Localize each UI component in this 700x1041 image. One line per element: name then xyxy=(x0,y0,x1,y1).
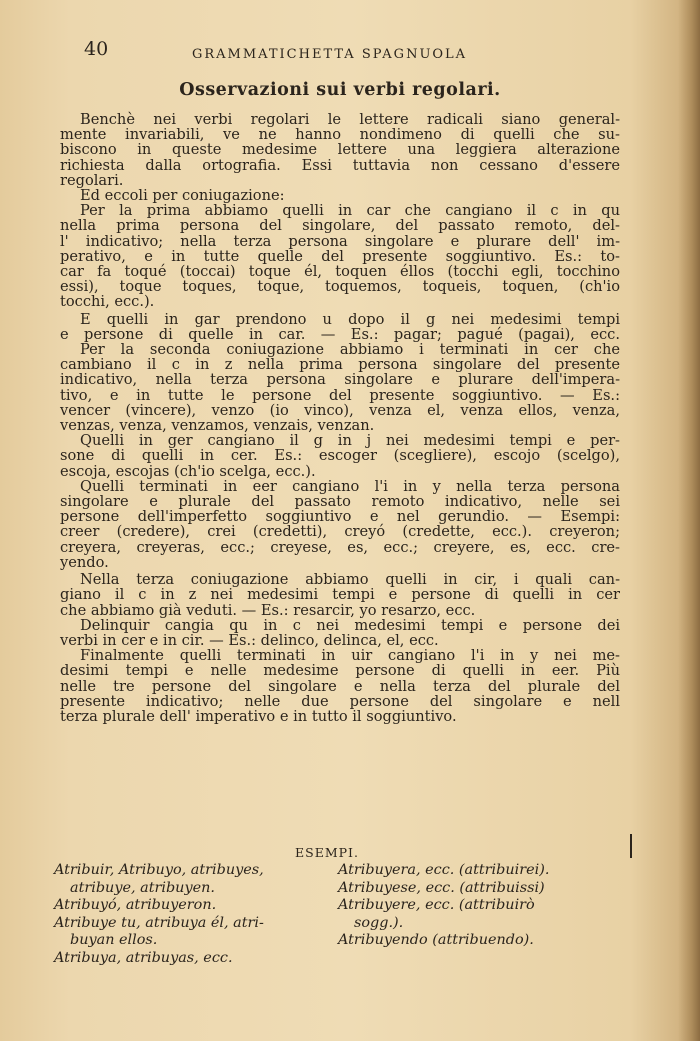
text-line: singolare e plurale del passato remoto indicativo, nelle sei xyxy=(60,493,620,511)
text-line: sone di quelli in cer. Es.: escoger (scegliere), escojo (scelgo), xyxy=(60,447,620,465)
text-line: Per la seconda coniugazione abbiamo i terminati in cer che xyxy=(80,341,620,359)
text-line: vencer (vincere), venzo (io vinco), venza el, venza ellos, venza, xyxy=(60,401,620,419)
examples-title: ESEMPI. xyxy=(295,845,359,860)
example-line: sogg.). xyxy=(354,914,404,931)
text-line: richiesta dalla ortografia. Essi tuttavia non cessano d'essere xyxy=(60,156,620,174)
text-line: giano il c in z nei medesimi tempi e persone di quelli in cer xyxy=(60,586,620,604)
text-line: desimi tempi e nelle medesime persone di quelli in eer. Più xyxy=(60,662,620,680)
example-line: Atribuyó, atribuyeron. xyxy=(54,897,217,914)
text-line: tocchi, ecc.). xyxy=(60,293,155,311)
text-line: Delinquir cangia qu in c nei medesimi tempi e persone dei xyxy=(80,616,620,634)
text-line: Quelli in ger cangiano il g in j nei medesimi tempi e per- xyxy=(80,432,620,450)
examples-left-column xyxy=(54,862,334,968)
text-line: che abbiamo già veduti. — Es.: resarcir, yo resarzo, ecc. xyxy=(60,601,476,619)
example-line: Atribuir, Atribuyo, atribuyes, xyxy=(54,862,264,878)
text-line: Finalmente quelli terminati in uir cangiano l'i in y nei me- xyxy=(80,647,620,665)
page-number: 40 xyxy=(84,38,109,60)
text-line: Quelli terminati in eer cangiano l'i in y nella terza persona xyxy=(80,477,620,495)
text-line: nelle tre persone del singolare e nella terza del plurale del xyxy=(60,677,620,695)
example-line: atribuye, atribuyen. xyxy=(70,879,215,896)
text-line: Benchè nei verbi regolari le lettere radicali siano general- xyxy=(80,111,620,128)
text-line: e persone di quelle in car. — Es.: pagar; pagué (pagai), ecc. xyxy=(60,325,620,343)
text-line: l' indicativo; nella terza persona singolare e plurare dell' im- xyxy=(60,232,620,250)
example-line: Atribuyera, ecc. (attribuirei). xyxy=(338,862,550,878)
text-line: perativo, e in tutte quelle del presente soggiuntivo. Es.: to- xyxy=(60,247,620,265)
text-line: yendo. xyxy=(60,553,109,571)
text-line: biscono in queste medesime lettere una leggiera alterazione xyxy=(60,141,620,159)
text-line: Ed eccoli per coniugazione: xyxy=(80,187,285,205)
text-line: Nella terza coniugazione abbiamo quelli in cir, i quali can- xyxy=(80,571,620,589)
text-line: presente indicativo; nelle due persone del singolare e nell xyxy=(60,692,620,710)
text-line: nella prima persona del singolare, del passato remoto, del- xyxy=(60,217,620,235)
text-line: tivo, e in tutte le persone del presente soggiuntivo. — Es.: xyxy=(60,386,620,404)
page-edge-shadow xyxy=(678,0,700,1041)
text-line: escoja, escojas (ch'io scelga, ecc.). xyxy=(60,462,316,480)
examples-right-column xyxy=(338,862,608,950)
text-line: indicativo, nella terza persona singolare e plurare dell'impera- xyxy=(60,371,620,389)
example-line: Atribuye tu, atribuya él, atri- xyxy=(54,914,264,931)
text-line: venzas, venza, venzamos, venzais, venzan. xyxy=(60,417,375,435)
text-line: cambiano il c in z nella prima persona singolare del presente xyxy=(60,356,620,374)
text-line: regolari. xyxy=(60,171,124,189)
example-line: buyan ellos. xyxy=(70,932,158,949)
text-line: verbi in cer e in cir. — Es.: delinco, delinca, el, ecc. xyxy=(60,631,439,649)
text-line: Per la prima abbiamo quelli in car che cangiano il c in qu xyxy=(80,202,620,220)
text-line: essi), toque toques, toque, toquemos, toqueis, toquen, (ch'io xyxy=(60,278,620,296)
text-line: mente invariabili, ve ne hanno nondimeno di quelli che su- xyxy=(60,126,620,144)
text-line: terza plurale dell' imperativo e in tutto il soggiuntivo. xyxy=(60,707,457,725)
text-line: creyera, creyeras, ecc.; creyese, es, ecc.; creyere, es, ecc. cre- xyxy=(60,538,620,556)
running-head: GRAMMATICHETTA SPAGNUOLA xyxy=(192,47,468,62)
example-line: Atribuyere, ecc. (attribuirò xyxy=(338,897,535,914)
text-line: creer (credere), crei (credetti), creyó (credette, ecc.). creyeron; xyxy=(60,523,620,541)
margin-mark xyxy=(630,834,632,858)
text-line: E quelli in gar prendono u dopo il g nei medesimi tempi xyxy=(80,310,620,328)
text-line: persone dell'imperfetto soggiuntivo e nel gerundio. — Esempi: xyxy=(60,508,620,526)
body-text xyxy=(60,112,620,724)
text-line: car fa toqué (toccai) toque él, toquen éllos (tocchi egli, tocchino xyxy=(60,263,620,281)
example-line: Atribuyese, ecc. (attribuissi) xyxy=(338,879,545,896)
example-line: Atribuya, atribuyas, ecc. xyxy=(54,949,233,966)
section-title: Osservazioni sui verbi regolari. xyxy=(179,80,501,100)
example-line: Atribuyendo (attribuendo). xyxy=(338,932,534,949)
